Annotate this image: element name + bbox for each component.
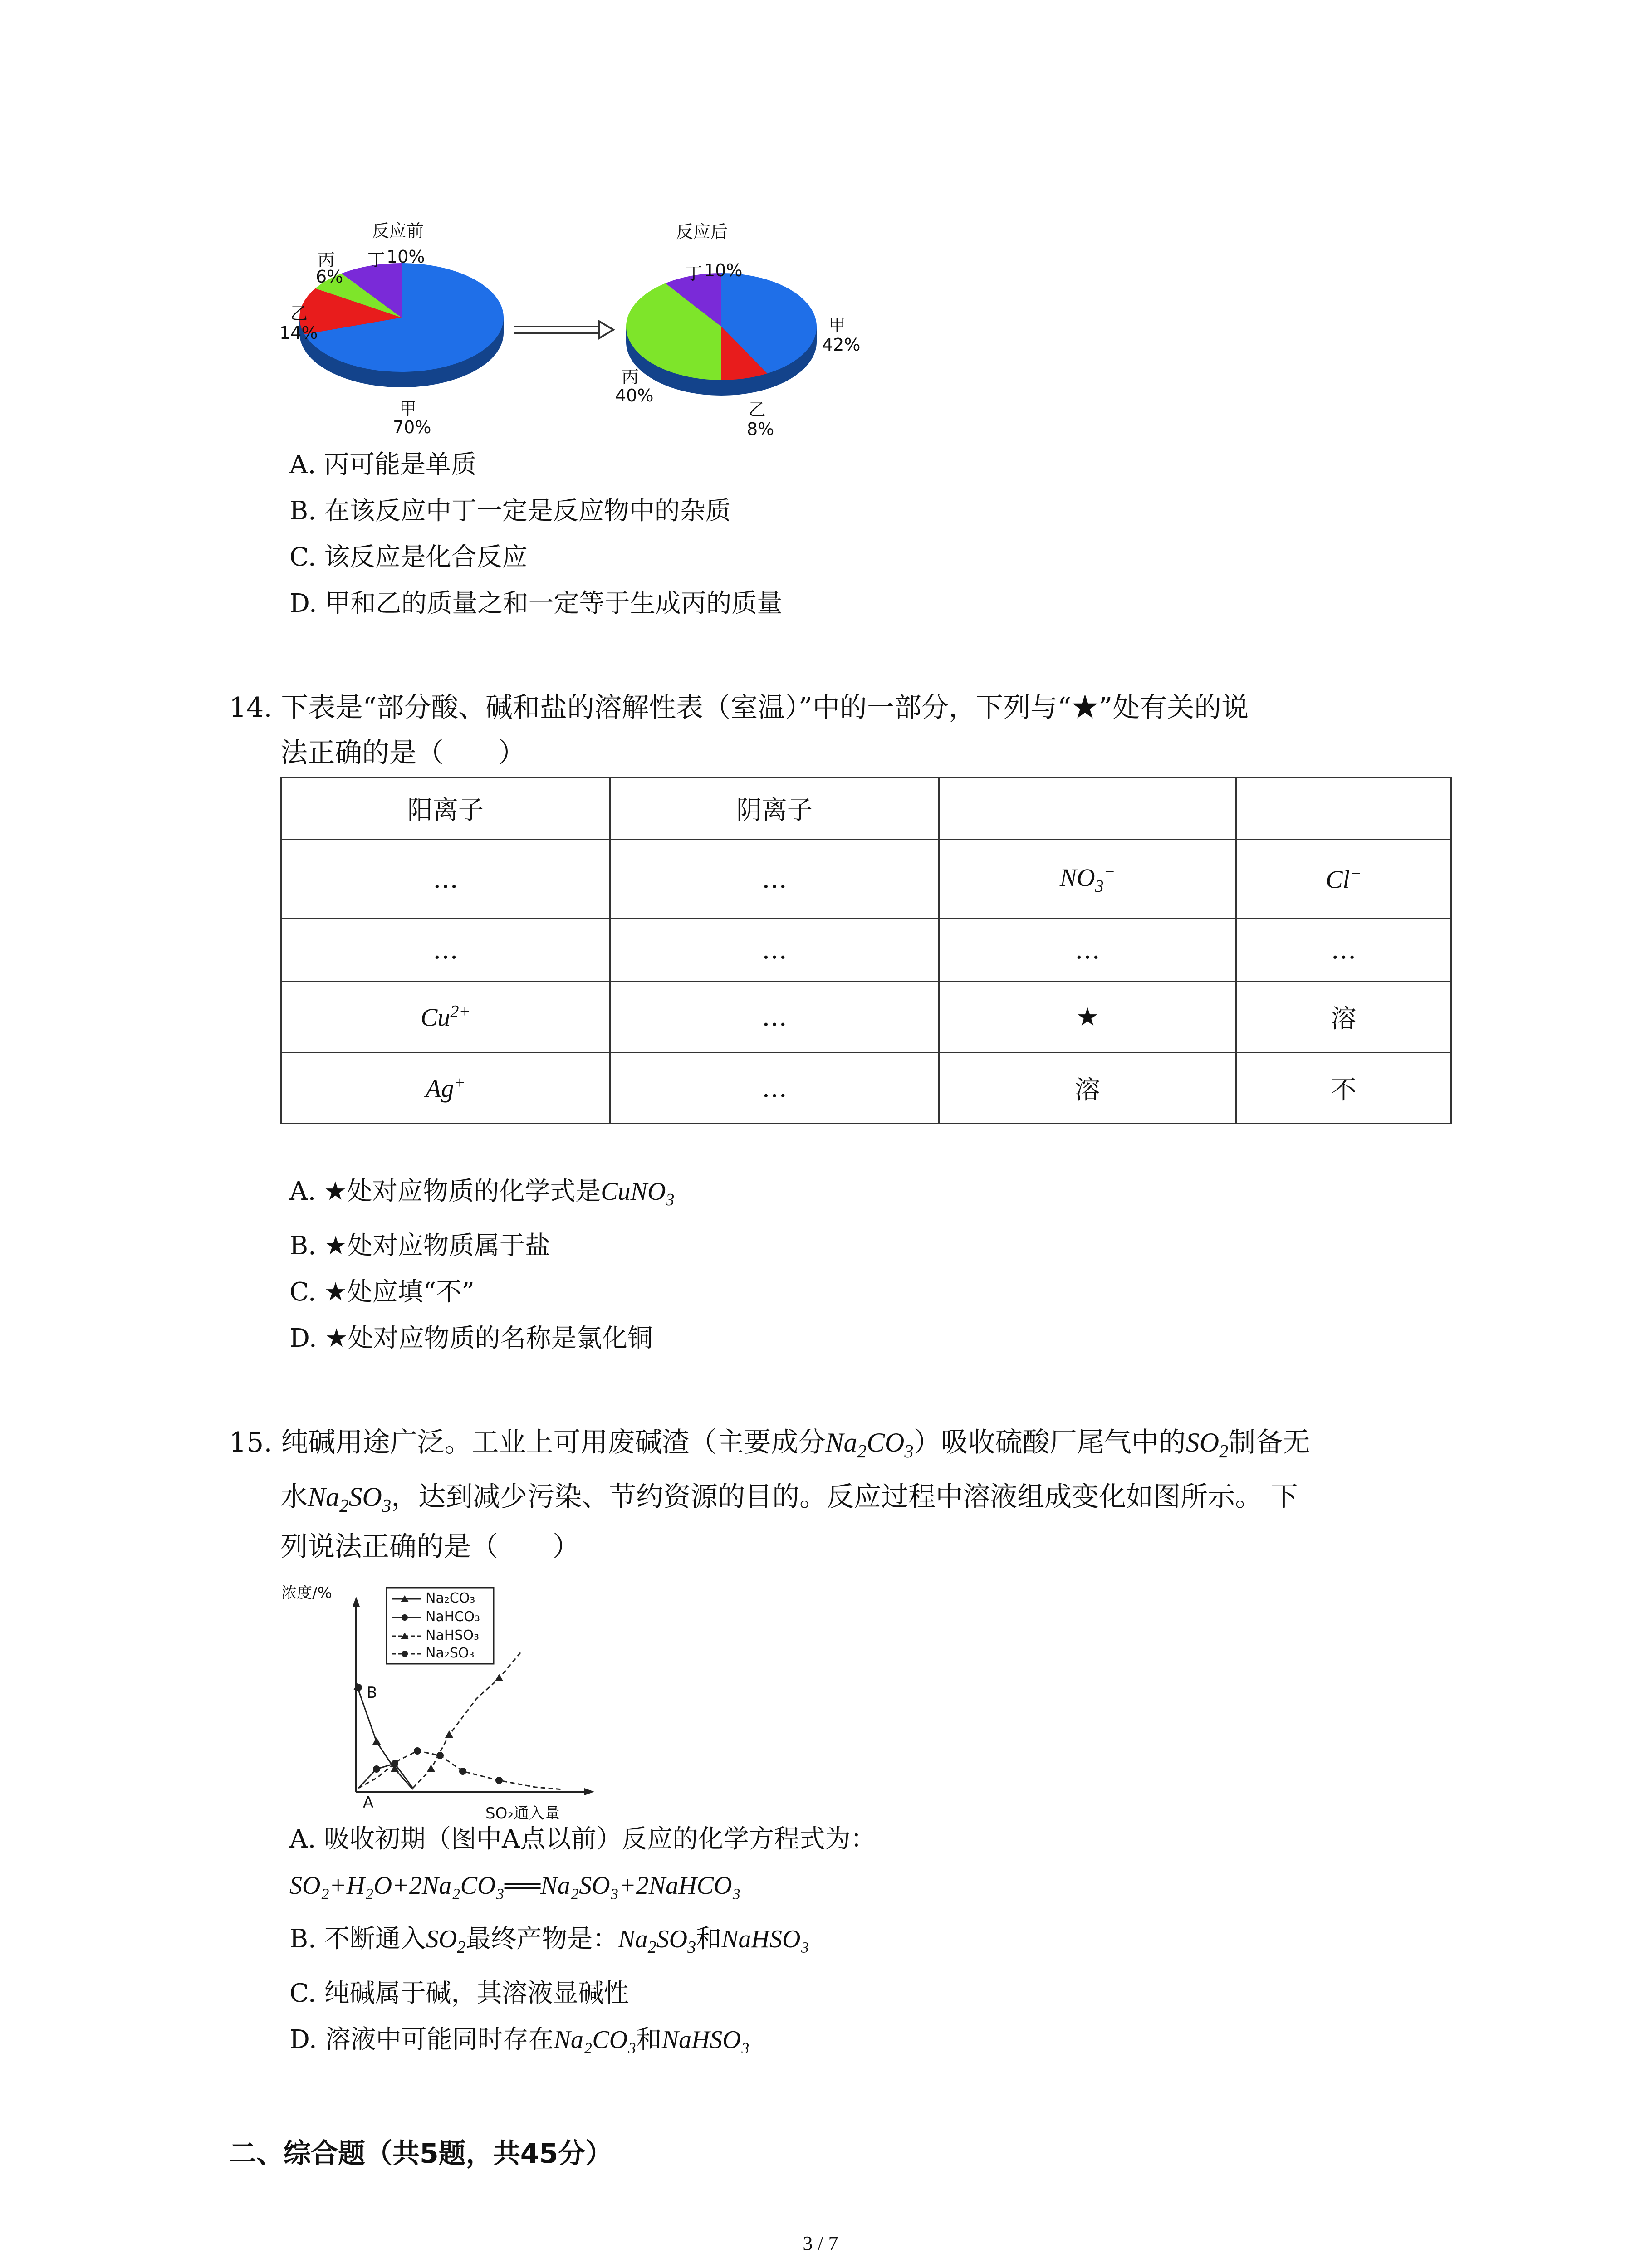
q13-option-a: A. 丙可能是单质 xyxy=(289,450,477,479)
q15-option-b: B. 不断通入$SO_2$最终产物是：$Na_2SO_3$和NaHSO₃ xyxy=(289,1924,809,1957)
q15-stem-line3: 列说法正确的是（ ） xyxy=(280,1531,580,1563)
pie-svg xyxy=(272,204,907,458)
series-nahso3 xyxy=(413,1651,522,1788)
after-label-bing: 丙 xyxy=(622,367,639,387)
table-cell-silver: Ag+ xyxy=(281,1053,610,1124)
q15-stem-line1: 15. 纯碱用途广泛。工业上可用废碱渣（主要成分$Na_2CO_3$）吸收硫酸厂尾气中的$SO_2$制备无 xyxy=(229,1427,1310,1461)
table-cell: … xyxy=(610,840,939,919)
q14-option-a: A. ★处对应物质的化学式是CuNO$_3$ xyxy=(289,1177,675,1210)
concentration-chart xyxy=(281,1579,599,1823)
table-cell: 溶 xyxy=(939,1053,1236,1124)
q15-option-c: C. 纯碱属于碱，其溶液显碱性 xyxy=(289,1979,629,2008)
table-header-anion: 阴离子 xyxy=(610,777,939,840)
after-pct-jia: 42% xyxy=(822,335,861,355)
table-cell: … xyxy=(610,982,939,1053)
after-pct-bing: 40% xyxy=(615,386,654,406)
table-row xyxy=(281,1053,1451,1124)
q14-stem-line1: 14. 下表是“部分酸、碱和盐的溶解性表（室温）”中的一部分，下列与“★”处有关的说 xyxy=(229,692,1249,723)
q15-option-a: A. 吸收初期（图中A点以前）反应的化学方程式为： xyxy=(289,1824,876,1854)
chart-xlabel: SO₂通入量 xyxy=(485,1804,560,1823)
q14-option-c: C. ★处应填“不” xyxy=(289,1277,475,1307)
q15-option-a-equation: SO₂+H₂O+2Na₂CO₃══Na₂SO₃+2NaHCO₃ xyxy=(289,1872,741,1900)
series-na2co3 xyxy=(353,1683,413,1789)
table-cell-copper: $Cu^{2+}$ xyxy=(281,982,610,1053)
q14-option-b: B. ★处对应物质属于盐 xyxy=(289,1231,550,1261)
page-number: 3 / 7 xyxy=(803,2232,838,2254)
after-pct-yi: 8% xyxy=(747,419,774,439)
q14-option-d: D. ★处对应物质的名称是氯化铜 xyxy=(289,1324,653,1353)
before-label-yi: 乙 xyxy=(290,303,308,323)
table-cell-nitrate: $NO_3^-$ xyxy=(939,840,1236,919)
pie-figure xyxy=(272,204,907,458)
before-pct-jia: 70% xyxy=(393,417,431,437)
table-cell-star: ★ xyxy=(939,982,1236,1053)
series-na2so3 xyxy=(355,1684,563,1789)
after-label-ding: 丁 xyxy=(685,264,703,284)
table-cell: 溶 xyxy=(1236,982,1451,1053)
table-header-empty1 xyxy=(939,777,1236,840)
after-pct-ding: 10% xyxy=(704,260,743,280)
legend-nahso3: NaHSO₃ xyxy=(426,1628,480,1643)
pie-before-title: 反应前 xyxy=(372,221,424,241)
before-label-ding: 丁 xyxy=(367,250,385,270)
chart-point-a: A xyxy=(363,1794,374,1812)
before-pct-bing: 6% xyxy=(316,267,343,287)
q13-option-c: C. 该反应是化合反应 xyxy=(289,543,528,572)
legend-na2co3: Na₂CO₃ xyxy=(426,1590,475,1606)
table-cell: … xyxy=(939,919,1236,982)
table-header-cation: 阳离子 xyxy=(281,777,610,840)
table-cell-chloride: Cl− xyxy=(1236,840,1451,919)
q15-option-d: D. 溶液中可能同时存在Na₂CO₃和NaHSO₃ xyxy=(289,2025,750,2054)
after-label-jia: 甲 xyxy=(828,315,846,335)
before-pct-ding: 10% xyxy=(387,247,425,267)
table-cell: 不 xyxy=(1236,1053,1451,1124)
before-pct-yi: 14% xyxy=(279,323,318,343)
pie-after-title: 反应后 xyxy=(676,222,728,242)
before-label-bing: 丙 xyxy=(318,250,335,270)
table-row xyxy=(281,840,1451,919)
table-cell: … xyxy=(1236,919,1451,982)
q15-stem-line2: 水$Na_2SO_3$，达到减少污染、节约资源的目的。反应过程中溶液组成变化如图所示。 下 xyxy=(280,1481,1298,1516)
table-cell: … xyxy=(281,840,610,919)
after-label-yi: 乙 xyxy=(749,400,766,420)
section-heading: 二、综合题（共5题，共45分） xyxy=(229,2138,613,2170)
q13-option-d: D. 甲和乙的质量之和一定等于生成丙的质量 xyxy=(289,589,783,618)
chart-ylabel: 浓度/% xyxy=(281,1584,332,1602)
table-row xyxy=(281,919,1451,982)
legend-na2so3: Na₂SO₃ xyxy=(426,1645,475,1661)
chart-point-b: B xyxy=(367,1684,377,1702)
arrow-icon xyxy=(514,321,613,338)
table-cell: … xyxy=(610,919,939,982)
before-label-jia: 甲 xyxy=(399,399,417,419)
q14-stem-line2: 法正确的是（ ） xyxy=(280,737,525,769)
table-cell: … xyxy=(281,919,610,982)
table-header-empty2 xyxy=(1236,777,1451,840)
table-row xyxy=(281,777,1451,840)
solubility-table xyxy=(280,777,1452,1124)
q13-option-b: B. 在该反应中丁一定是反应物中的杂质 xyxy=(289,496,731,526)
legend-nahco3: NaHCO₃ xyxy=(426,1609,480,1625)
table-row xyxy=(281,982,1451,1053)
y-axis xyxy=(353,1597,360,1792)
table-cell: … xyxy=(610,1053,939,1124)
